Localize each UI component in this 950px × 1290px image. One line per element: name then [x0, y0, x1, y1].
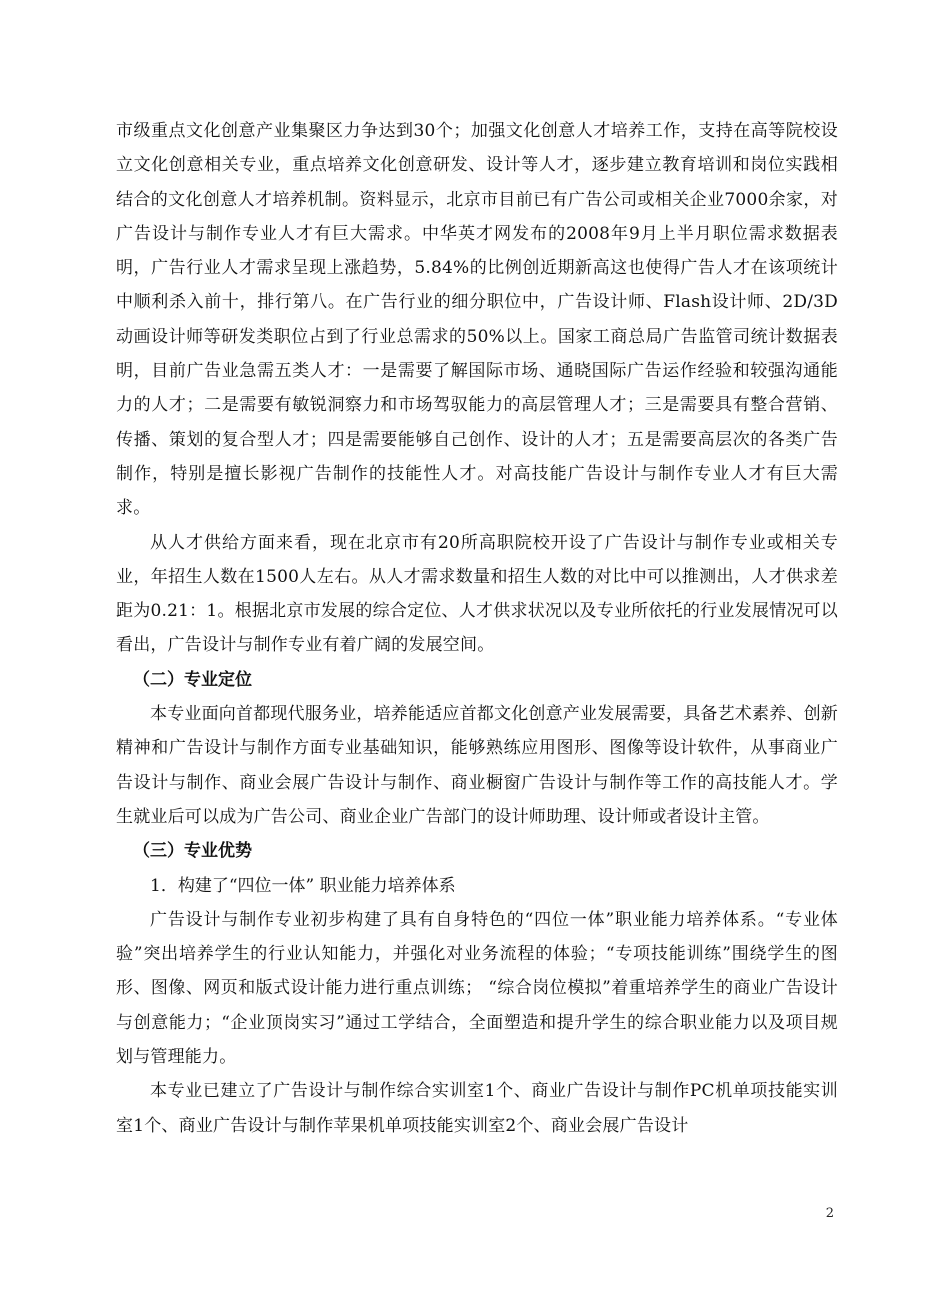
section-heading-advantages: （三）专业优势	[133, 841, 252, 862]
subheading-four-in-one: 1．构建了“四位一体” 职业能力培养体系	[150, 875, 456, 896]
paragraph-training-rooms: 本专业已建立了广告设计与制作综合实训室1个、商业广告设计与制作PC机单项技能实训室1个、商业广告设计与制作苹果机单项技能实训室2个、商业会展广告设计	[116, 1081, 838, 1136]
paragraph-talent-demand: 市级重点文化创意产业集聚区力争达到30个；加强文化创意人才培养工作，支持在高等院校设立文化创意相关专业，重点培养文化创意研发、设计等人才，逐步建立教育培训和岗位实践相结合的文化创意人才培养机制。资料显示，北京市目前已有广告公司或相关企业7000余家，对广告设计与制作专业人才有巨大需求。中华英才网发布的2008年9月上半月职位需求数据表明，广告行业人才需求呈现上涨趋势，5.84%的比例创近期新高这也使得广告人才在该项统计中顺利杀入前十，排行第八。在广告行业的细分职位中，广告设计师、Flash设计师、2D/3D动画设计师等研发类职位占到了行业总需求的50%以上。国家工商总局广告监管司统计数据表明，目前广告业急需五类人才：一是需要了解国际市场、通晓国际广告运作经验和较强沟通能力的人才；二是需要有敏锐洞察力和市场驾驭能力的高层管理人才；三是需要具有整合营销、传播、策划的复合型人才；四是需要能够自己创作、设计的人才；五是需要高层次的各类广告制作，特别是擅长影视广告制作的技能性人才。对高技能广告设计与制作专业人才有巨大需求。	[116, 121, 838, 519]
document-body	[116, 114, 838, 1143]
paragraph-four-in-one: 广告设计与制作专业初步构建了具有自身特色的“四位一体”职业能力培养体系。“专业体验”突出培养学生的行业认知能力，并强化对业务流程的体验；“专项技能训练”围绕学生的图形、图像、网页和版式设计能力进行重点训练； “综合岗位模拟”着重培养学生的商业广告设计与创意能力；“企业顶岗实习”通过工学结合，全面塑造和提升学生的综合职业能力以及项目规划与管理能力。	[116, 909, 838, 1068]
page-number: 2	[825, 1206, 834, 1221]
paragraph-talent-supply: 从人才供给方面来看，现在北京市有20所高职院校开设了广告设计与制作专业或相关专业，年招生人数在1500人左右。从人才需求数量和招生人数的对比中可以推测出，人才供求差距为0.21：1。根据北京市发展的综合定位、人才供求状况以及专业所依托的行业发展情况可以看出，广告设计与制作专业有着广阔的发展空间。	[116, 532, 838, 656]
section-heading-positioning: （二）专业定位	[133, 669, 252, 690]
paragraph-positioning: 本专业面向首都现代服务业，培养能适应首都文化创意产业发展需要，具备艺术素养、创新精神和广告设计与制作方面专业基础知识，能够熟练应用图形、图像等设计软件，从事商业广告设计与制作、商业会展广告设计与制作、商业橱窗广告设计与制作等工作的高技能人才。学生就业后可以成为广告公司、商业企业广告部门的设计师助理、设计师或者设计主管。	[116, 704, 838, 827]
